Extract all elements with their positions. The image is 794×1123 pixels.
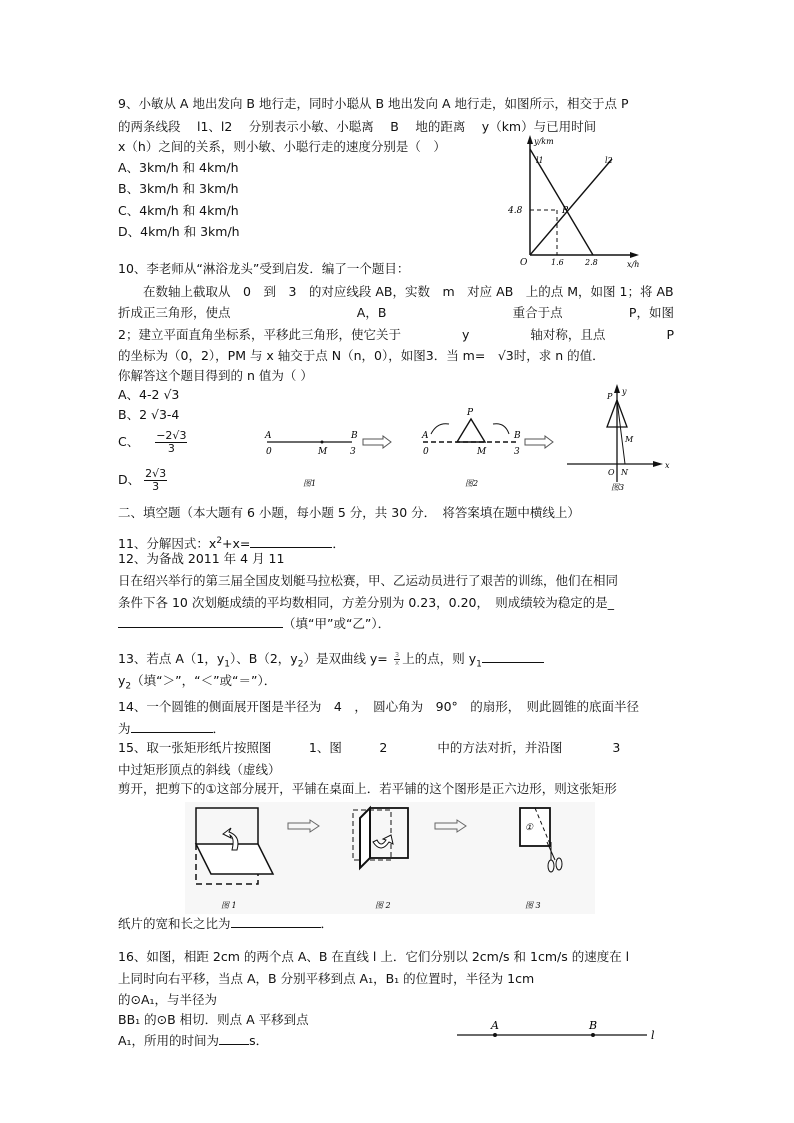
- text: （填“＞”，“＜”或“＝”）．: [131, 673, 277, 688]
- fig2-caption: 图 2: [375, 901, 391, 910]
- q10-option-a: A、4-2 √3: [118, 387, 180, 402]
- point-m: [321, 441, 324, 444]
- fraction-3-over-x: [394, 652, 400, 667]
- q9-option-d: D、4km/h 和 3km/h: [118, 224, 240, 239]
- numerator: −2√3: [156, 429, 187, 442]
- q10-stem-line2: 在数轴上截取从 0 到 3 的对应线段 AB，实数 m 对应 AB 上的点 M，如图 1；将 AB: [118, 284, 674, 299]
- line-l2: [530, 159, 612, 255]
- label-b: B: [589, 1019, 598, 1032]
- label-b: B: [514, 431, 521, 441]
- y-axis-arrow-icon: [614, 384, 620, 393]
- q12-line4: [118, 614, 390, 633]
- text: 纸片的宽和长之比为: [118, 916, 231, 931]
- q16-line1: 16、如图，相距 2cm 的两个点 A、B 在直线 l 上．它们分别以 2cm/s 和 1cm/s 的速度在 l: [118, 949, 630, 964]
- q14-line2: [118, 719, 225, 738]
- triangle: [457, 419, 485, 442]
- answer-blank[interactable]: [131, 719, 213, 733]
- x-axis-arrow-icon: [630, 252, 639, 258]
- text: 2；建立平面直角坐标系，平移此三角形，使它关于: [118, 327, 401, 342]
- option-letter: D、: [118, 472, 141, 487]
- subscript: 1: [224, 659, 231, 670]
- text: P，如图: [628, 305, 674, 320]
- label-a: A: [491, 1019, 499, 1032]
- q14-line1: 14、一个圆锥的侧面展开图是半径为 4 ， 圆心角为 90° 的扇形， 则此圆锥的底面半径: [118, 699, 640, 714]
- q15-line3: 剪开，把剪下的①这部分展开，平铺在桌面上．若平铺的这个图形是正六边形，则这张矩形: [118, 781, 617, 796]
- y-axis-label: y/km: [534, 137, 554, 146]
- label-x: x: [665, 461, 670, 470]
- q15-line4: [118, 914, 333, 933]
- text: 13、若点 A（1，y: [118, 651, 225, 666]
- point-a: [493, 1033, 497, 1037]
- period: ．: [332, 536, 345, 552]
- subscript: 2: [125, 681, 132, 692]
- text: y: [461, 327, 470, 342]
- label-l: l: [651, 1029, 655, 1042]
- text: A，B: [356, 305, 387, 320]
- subscript: 2: [297, 659, 304, 670]
- q11-suffix: +x=: [222, 536, 251, 552]
- fig1-caption: 图 1: [221, 901, 237, 910]
- q13-line1: [118, 649, 544, 674]
- section-title: 二、填空题（本大题有 6 小题，每小题 5 分，共 30 分． 将答案填在题中横线上）: [118, 505, 580, 520]
- q9-option-b: B、3km/h 和 3km/h: [118, 181, 239, 196]
- q16-line2: 上同时向右平移，当点 A，B 分别平移到点 A₁，B₁ 的位置时，半径为 1cm: [118, 971, 535, 986]
- text: 为: [118, 721, 131, 736]
- text: A₁，所用的时间为: [118, 1033, 220, 1048]
- point-p-label: P: [562, 206, 569, 216]
- q9-graph-figure: [500, 135, 650, 270]
- q9-stem-line1: 9、小敏从 A 地出发向 B 地行走，同时小聪从 B 地出发向 A 地行走，如图所示，相交于点 P: [118, 96, 629, 111]
- label-p: P: [467, 408, 474, 418]
- period: ．: [320, 916, 334, 931]
- label-a: A: [265, 431, 272, 441]
- y-axis-arrow-icon: [527, 135, 533, 144]
- answer-blank[interactable]: [118, 614, 283, 628]
- subscript: 1: [476, 659, 482, 670]
- label-b: B: [351, 431, 358, 441]
- hollow-arrow-icon: [525, 436, 553, 448]
- q15-folding-figures: [185, 802, 595, 914]
- fraction: [155, 430, 187, 455]
- text: 重合于点: [512, 305, 563, 320]
- text: y: [118, 673, 126, 688]
- text: P: [666, 327, 674, 342]
- label-y: y: [622, 387, 627, 396]
- text: ）、B（2，y: [230, 651, 298, 666]
- q10-stem-line6: 你解答这个题目得到的 n 值为（ ）: [118, 368, 313, 383]
- text: 轴对称，且点: [530, 327, 606, 342]
- label-m: M: [625, 435, 634, 444]
- fig2-caption: 图2: [465, 479, 479, 488]
- point-b: [591, 1033, 595, 1037]
- q16-line4: BB₁ 的⊙B 相切．则点 A 平移到点: [118, 1012, 309, 1027]
- q16-line5: [118, 1031, 268, 1050]
- q9-stem-line2: 的两条线段 l1、l2 分别表示小敏、小聪离 B 地的距离 y（km）与已用时间: [118, 119, 597, 134]
- numerator: 2√3: [145, 467, 167, 480]
- text: 折成正三角形，使点: [118, 305, 231, 320]
- q16-line-figure: [455, 1016, 660, 1046]
- fig1-caption: 图1: [303, 479, 317, 488]
- answer-blank[interactable]: [219, 1031, 249, 1045]
- q12-line1: 12、为备战 2011 年 4 月 11: [118, 551, 285, 566]
- exponent: 2: [216, 536, 223, 546]
- label-m: M: [318, 447, 328, 457]
- q12-line3: 条件下各 10 次划艇成绩的平均数相同，方差分别为 0.23，0.20， 则成绩较为稳定的是_: [118, 595, 614, 610]
- piece-label: ①: [525, 823, 534, 833]
- label-a: A: [422, 431, 429, 441]
- q10-stem-line5: 的坐标为（0，2），PM 与 x 轴交于点 N（n，0），如图3．当 m= √3时，求 n 的值．: [118, 348, 605, 363]
- q10-stem-line4: [118, 326, 674, 344]
- y-tick-label: 4.8: [508, 206, 523, 216]
- denominator: x: [394, 659, 400, 667]
- q9-option-c: C、4km/h 和 4km/h: [118, 203, 239, 218]
- q12-hint: （填“甲”或“乙”）．: [283, 616, 391, 631]
- answer-blank[interactable]: [231, 914, 321, 928]
- fold-arrow-right-icon: [493, 424, 509, 434]
- fold-arrow-left-icon: [431, 424, 449, 434]
- x-tick-label-2: 2.8: [585, 258, 598, 267]
- q10-option-c: [118, 430, 187, 455]
- label-m: M: [477, 447, 487, 457]
- origin-label: O: [520, 258, 528, 268]
- hollow-arrow-icon: [363, 436, 391, 448]
- q16-line3: 的⊙A₁，与半径为: [118, 992, 218, 1007]
- option-letter: C、: [118, 434, 140, 449]
- denominator: 3: [152, 480, 160, 493]
- label-p: P: [607, 392, 613, 401]
- label-zero: 0: [423, 447, 429, 457]
- answer-blank[interactable]: [482, 649, 544, 663]
- q15-line1: 15、取一张矩形纸片按照图 1、图 2 中的方法对折，并沿图 3: [118, 740, 621, 755]
- fraction: [144, 468, 167, 493]
- text: ）是双曲线 y=: [303, 651, 388, 666]
- x-axis-arrow-icon: [653, 461, 663, 467]
- denominator: 3: [167, 442, 175, 455]
- period: ．: [212, 721, 226, 736]
- q10-stem-line1: 10、李老师从“淋浴龙头”受到启发．编了一个题目：: [118, 261, 410, 276]
- label-o: O: [608, 468, 615, 477]
- q12-line2: 日在绍兴举行的第三届全国皮划艇马拉松赛，甲、乙运动员进行了艰苦的训练，他们在相同: [118, 573, 619, 588]
- q10-option-d: [118, 468, 167, 493]
- label-three: 3: [514, 447, 520, 457]
- l1-label: l1: [536, 156, 544, 165]
- q13-line2: [118, 672, 276, 696]
- numerator: 3: [394, 651, 400, 659]
- text: 上的点，则 y: [402, 651, 477, 666]
- x-tick-label-1: 1.6: [551, 258, 564, 267]
- q10-stem-line3: [118, 304, 674, 322]
- q15-line2: 中过矩形顶点的斜线（虚线）: [118, 762, 281, 777]
- fig3-caption: 图 3: [525, 901, 541, 910]
- text: s．: [249, 1033, 269, 1048]
- q9-option-a: A、3km/h 和 4km/h: [118, 160, 239, 175]
- answer-blank[interactable]: [250, 534, 332, 548]
- l2-label: l2: [605, 156, 613, 165]
- q10-figures: [255, 382, 675, 497]
- q11-prefix: 11、分解因式：x: [118, 536, 217, 552]
- label-zero: 0: [266, 447, 272, 457]
- q10-option-b: B、2 √3-4: [118, 407, 180, 422]
- label-n: N: [621, 468, 628, 477]
- fig3-caption: 图3: [611, 483, 625, 492]
- x-axis-label: x/h: [627, 260, 640, 269]
- label-three: 3: [350, 447, 356, 457]
- q9-stem-line3: x（h）之间的关系，则小敏、小聪行走的速度分别是（ ）: [118, 139, 446, 154]
- folded-flap: [360, 808, 370, 868]
